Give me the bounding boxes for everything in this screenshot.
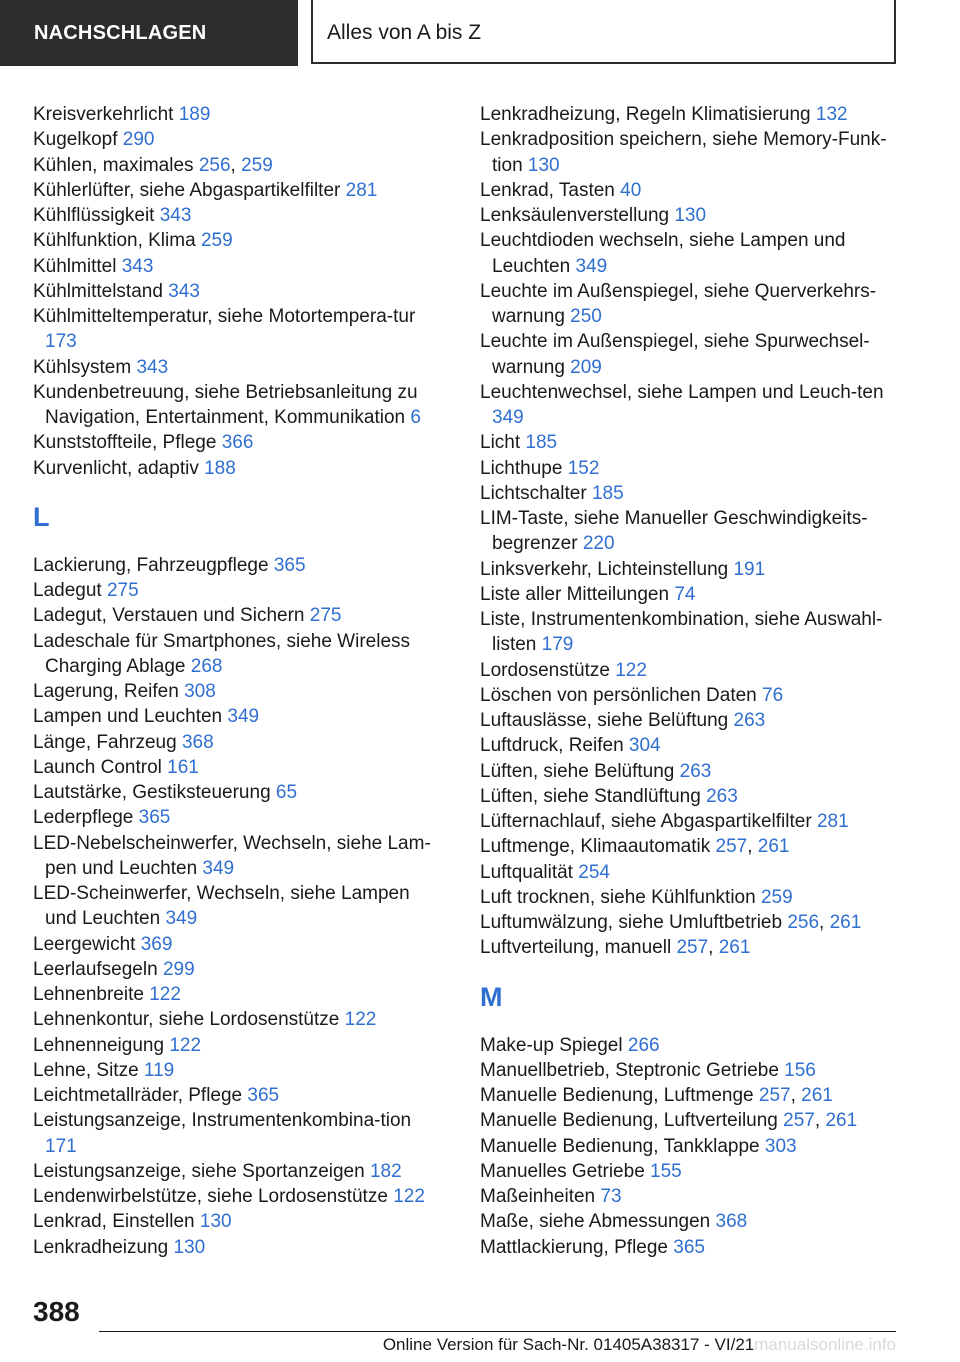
page-header — [0, 0, 960, 66]
page-reference-link[interactable]: 259 — [200, 230, 233, 252]
index-entry — [33, 603, 443, 628]
page-reference-link[interactable]: 263 — [679, 760, 712, 782]
index-entry-text: Kunststoffteile, Pflege — [33, 432, 217, 454]
index-entry-text: Make-up Spiegel — [480, 1034, 623, 1056]
index-entry — [480, 102, 900, 127]
index-entry-text: Leuchte im Außenspiegel, siehe Querverkehrs‐warnung — [480, 280, 877, 327]
index-entry-text: Lampen und Leuchten — [33, 706, 223, 728]
index-entry-text: Lendenwirbelstütze, siehe Lordosenstütze — [33, 1186, 388, 1207]
page-reference-link[interactable]: 303 — [764, 1135, 797, 1157]
index-entry-text: Kugelkopf — [33, 129, 118, 151]
page-reference-link[interactable]: 290 — [122, 129, 155, 151]
page-reference-link[interactable]: 268 — [190, 655, 223, 677]
index-entry-text: Leuchtdioden wechseln, siehe Lampen und Leuchten — [480, 230, 846, 277]
index-entry-text: Kühlerlüfter, siehe Abgaspartikelfilter — [33, 179, 341, 201]
page-reference-link[interactable]: 155 — [650, 1160, 682, 1182]
index-entry-text: LED-Nebelscheinwerfer, Wechseln, siehe Lam‐pen und Leuchten — [33, 832, 431, 879]
index-entry-text: Luftqualität — [480, 861, 573, 883]
page-reference-link[interactable]: 349 — [165, 908, 198, 930]
page-reference-link[interactable]: 368 — [181, 731, 214, 753]
page-reference-link[interactable]: 173 — [45, 331, 77, 353]
index-entry — [480, 683, 900, 708]
index-entry-text: Kurvenlicht, adaptiv — [33, 457, 199, 479]
page-reference-link[interactable]: 257 — [715, 836, 748, 858]
index-entry — [33, 831, 443, 882]
page-reference-link[interactable]: 365 — [247, 1085, 280, 1106]
page-reference-link[interactable]: 365 — [673, 1236, 705, 1258]
index-entry — [33, 1083, 443, 1108]
index-entry-text: Luftauslässe, siehe Belüftung — [480, 710, 729, 731]
index-letter-heading: L — [33, 501, 50, 532]
index-column-left — [33, 102, 443, 1260]
index-entry — [33, 1184, 443, 1209]
page-reference-link[interactable]: 161 — [167, 756, 199, 778]
index-entry — [33, 805, 443, 830]
index-entry — [480, 1134, 900, 1159]
page-reference-link[interactable]: 349 — [492, 407, 524, 428]
index-entry — [480, 481, 900, 506]
page-reference-link[interactable]: 122 — [615, 659, 647, 681]
page-reference-link[interactable]: 250 — [570, 306, 602, 327]
index-entry — [480, 1184, 900, 1209]
page-reference-link[interactable]: 343 — [159, 205, 192, 226]
index-entry-text: Ladegut — [33, 580, 102, 601]
page-reference-link[interactable]: 275 — [106, 580, 139, 601]
page-reference-link[interactable]: 171 — [45, 1135, 77, 1157]
index-entry — [480, 127, 900, 178]
index-entry — [480, 178, 900, 203]
index-entry-text: Lüfternachlauf, siehe Abgaspartikelfilter — [480, 811, 812, 832]
page-reference-link[interactable]: 299 — [162, 958, 195, 980]
index-entry-text: LED-Scheinwerfer, Wechseln, siehe Lampen und Leuchten — [33, 883, 410, 930]
chapter-title: Alles von A bis Z — [311, 0, 896, 64]
index-entry — [33, 1159, 443, 1184]
watermark-text: manualsonline.info — [754, 1335, 896, 1354]
page-reference-link[interactable]: 281 — [816, 811, 849, 832]
page-reference-link[interactable]: 275 — [309, 605, 342, 627]
index-entry — [33, 304, 443, 355]
index-entry — [33, 127, 443, 152]
index-entry — [33, 982, 443, 1007]
page-reference-link[interactable]: 254 — [578, 861, 610, 883]
page-reference-link[interactable]: 263 — [706, 785, 738, 807]
index-entry — [480, 1209, 900, 1234]
index-entry — [33, 355, 443, 380]
index-entry-text: Leistungsanzeige, siehe Sportanzeigen — [33, 1160, 365, 1182]
index-entry-text: Manuelle Bedienung, Luftverteilung — [480, 1110, 778, 1132]
index-entry-text: Lederpflege — [33, 807, 134, 829]
index-entry-text: Manuelles Getriebe — [480, 1160, 645, 1182]
index-entry-text: Kühlfunktion, Klima — [33, 230, 196, 252]
index-entry — [33, 780, 443, 805]
page-reference-link[interactable]: 119 — [143, 1059, 175, 1081]
page-reference-link[interactable]: 130 — [527, 154, 560, 176]
index-entry: Manuelle Bedienung, Luftmenge 257, 261 — [480, 1085, 833, 1106]
index-entry — [33, 203, 443, 228]
index-entry: Luftumwälzung, siehe Umluftbetrieb 256, 261 — [480, 912, 862, 933]
index-entry — [480, 1058, 900, 1083]
index-entry — [33, 1108, 443, 1159]
page-reference-link[interactable]: 259 — [760, 886, 793, 908]
index-entry-text: LIM-Taste, siehe Manueller Geschwindigkeits‐begrenzer — [480, 508, 868, 555]
index-entry — [480, 456, 900, 481]
page-reference-link[interactable]: 343 — [136, 356, 169, 378]
index-entry — [480, 430, 900, 455]
page-reference-link[interactable]: 130 — [199, 1211, 232, 1233]
index-entry-text: Maße, siehe Abmessungen — [480, 1211, 711, 1233]
page-reference-link[interactable]: 73 — [600, 1186, 622, 1207]
page-reference-link[interactable]: 257 — [758, 1085, 791, 1106]
page-reference-link[interactable]: 188 — [204, 457, 236, 479]
index-entry-text: Leergewicht — [33, 933, 136, 955]
index-entry — [33, 932, 443, 957]
index-entry — [33, 704, 443, 729]
page-reference-link[interactable]: 257 — [783, 1110, 815, 1132]
index-entry-text: Linksverkehr, Lichteinstellung — [480, 558, 729, 580]
index-entry — [33, 279, 443, 304]
index-entry — [480, 784, 900, 809]
page-reference-link[interactable]: 130 — [674, 205, 707, 226]
index-entry-text: Luftverteilung, manuell — [480, 937, 672, 959]
section-tab: NACHSCHLAGEN — [0, 0, 298, 66]
page-reference-link[interactable]: 343 — [121, 255, 154, 277]
page-reference-link[interactable]: 261 — [829, 912, 862, 933]
page-reference-link[interactable]: 261 — [825, 1110, 858, 1132]
index-entry-text: Ladegut, Verstauen und Sichern — [33, 605, 305, 627]
page-reference-link[interactable]: 209 — [570, 356, 602, 378]
online-version-text: Online Version für Sach-Nr. 01405A38317 - VI/21 — [382, 1335, 755, 1354]
index-column-right — [480, 102, 900, 1260]
index-entry — [480, 506, 900, 557]
page-reference-link[interactable]: 261 — [757, 836, 790, 858]
index-entry — [480, 1033, 900, 1058]
page-reference-link[interactable]: 366 — [221, 432, 254, 454]
index-entry — [33, 957, 443, 982]
index-entry — [33, 1209, 443, 1234]
index-entry-text: Ladeschale für Smartphones, siehe Wireless Charging Ablage — [33, 630, 411, 677]
index-entry — [33, 228, 443, 253]
page-reference-link[interactable]: 259 — [241, 154, 273, 176]
index-entry — [480, 279, 900, 330]
index-entry-text: Lenkradheizung, Regeln Klimatisierung — [480, 104, 811, 125]
index-entry — [33, 178, 443, 203]
index-entry-text: Maßeinheiten — [480, 1186, 596, 1207]
index-entry-text: Lichthupe — [480, 457, 563, 479]
page-reference-link[interactable]: 304 — [628, 735, 661, 757]
index-entry-text: Leerlaufsegeln — [33, 958, 158, 980]
index-entry-text: Manuelle Bedienung, Luftmenge — [480, 1085, 754, 1106]
index-entry — [33, 254, 443, 279]
page-reference-link[interactable]: 65 — [275, 782, 298, 803]
index-entry — [33, 380, 443, 431]
index-entry-text: Lenkrad, Einstellen — [33, 1211, 195, 1233]
index-entry — [33, 629, 443, 680]
page-reference-link[interactable]: 152 — [567, 457, 600, 479]
page-reference-link[interactable]: 365 — [273, 554, 306, 576]
index-entry — [480, 1159, 900, 1184]
index-entry — [33, 1007, 443, 1032]
page-reference-link[interactable]: 281 — [345, 179, 378, 201]
page-reference-link[interactable]: 156 — [784, 1059, 816, 1081]
page-reference-link[interactable]: 365 — [138, 807, 171, 829]
page-reference-link[interactable]: 122 — [169, 1034, 202, 1056]
page-reference-link[interactable]: 349 — [227, 706, 260, 728]
index-entry — [480, 228, 900, 279]
index-entry — [480, 582, 900, 607]
index-entry: Manuelle Bedienung, Luftverteilung 257, 261 — [480, 1110, 858, 1132]
page-reference-link[interactable]: 266 — [627, 1034, 660, 1056]
index-entry-text: Kreisverkehrlicht — [33, 104, 174, 125]
page-reference-link[interactable]: 130 — [173, 1236, 206, 1258]
index-entry-text: Kühlen, maximales — [33, 154, 194, 176]
index-entry-text: Lüften, siehe Belüftung — [480, 760, 675, 782]
index-entry-text: Luftmenge, Klimaautomatik — [480, 836, 711, 858]
index-entry-text: Kühlmitteltemperatur, siehe Motortempera‐tur — [33, 306, 416, 327]
footer-divider — [99, 1331, 896, 1332]
page-reference-link[interactable]: 263 — [733, 710, 766, 731]
index-entry-text: Lenkrad, Tasten — [480, 179, 615, 201]
index-entry-text: Liste, Instrumentenkombination, siehe Auswahl‐listen — [480, 609, 883, 656]
index-entry — [33, 1033, 443, 1058]
page-reference-link[interactable]: 261 — [801, 1085, 833, 1106]
index-entry — [33, 456, 443, 481]
index-entry-text: Manuelle Bedienung, Tankklappe — [480, 1135, 760, 1157]
index-entry — [480, 607, 900, 658]
index-entry-text: Luft trocknen, siehe Kühlfunktion — [480, 886, 756, 908]
page-reference-link[interactable]: 256 — [198, 154, 231, 176]
page-reference-link[interactable]: 122 — [344, 1009, 377, 1031]
index-entry-text: Kundenbetreuung, siehe Betriebsanleitung zu Navigation, Entertainment, Kommunikation — [33, 381, 418, 428]
index-entry-text: Luftdruck, Reifen — [480, 735, 624, 757]
index-entry — [33, 881, 443, 932]
page-reference-link[interactable]: 74 — [674, 583, 696, 605]
index-entry-text: Mattlackierung, Pflege — [480, 1236, 668, 1258]
footer-online-version — [383, 1333, 896, 1357]
page-reference-link[interactable]: 122 — [393, 1186, 425, 1207]
index-entry — [33, 578, 443, 603]
index-entry-text: Kühlflüssigkeit — [33, 205, 155, 226]
index-entry: Luftverteilung, manuell 257, 261 — [480, 937, 751, 959]
index-entry-text: Lordosenstütze — [480, 659, 610, 681]
index-entry — [33, 553, 443, 578]
index-entry — [33, 755, 443, 780]
page-reference-link[interactable]: 261 — [718, 937, 751, 959]
index-entry — [480, 759, 900, 784]
index-entry-text: Licht — [480, 432, 521, 454]
page-reference-link[interactable]: 132 — [815, 104, 848, 125]
page-reference-link[interactable]: 257 — [676, 937, 709, 959]
page-reference-link[interactable]: 220 — [582, 533, 615, 555]
index-entry — [480, 809, 900, 834]
index-entry-text: Leuchte im Außenspiegel, siehe Spurwechsel‐warnung — [480, 331, 870, 378]
index-entry — [33, 1058, 443, 1083]
page-reference-link[interactable]: 40 — [620, 179, 642, 201]
index-entry — [480, 1235, 900, 1260]
index-entry-text: Leichtmetallräder, Pflege — [33, 1085, 243, 1106]
index-entry — [33, 102, 443, 127]
index-entry-text: Luftumwälzung, siehe Umluftbetrieb — [480, 912, 783, 933]
page-reference-link[interactable]: 182 — [369, 1160, 402, 1182]
index-entry — [33, 679, 443, 704]
page-reference-link[interactable]: 191 — [733, 558, 766, 580]
index-entry-text: Lackierung, Fahrzeugpflege — [33, 554, 269, 576]
index-entry-text: Lehnenneigung — [33, 1034, 165, 1056]
page-reference-link[interactable]: 6 — [410, 407, 421, 428]
index-entry-text: Lagerung, Reifen — [33, 681, 179, 702]
index-entry-text: Lehnenbreite — [33, 984, 144, 1005]
index-entry — [480, 329, 900, 380]
page-reference-link[interactable]: 369 — [140, 933, 173, 955]
index-entry-text: Manuellbetrieb, Steptronic Getriebe — [480, 1059, 779, 1081]
page-reference-link[interactable]: 185 — [525, 432, 558, 454]
index-entry-text: Liste aller Mitteilungen — [480, 583, 670, 605]
index-entry-text: Lenksäulenverstellung — [480, 205, 670, 226]
index-entry-text: Kühlmittel — [33, 255, 117, 277]
index-entry-text: Länge, Fahrzeug — [33, 731, 177, 753]
index-entry-text: Löschen von persönlichen Daten — [480, 684, 757, 706]
index-entry — [480, 733, 900, 758]
page-reference-link[interactable]: 368 — [715, 1211, 748, 1233]
index-entry — [480, 885, 900, 910]
index-entry-text: Lüften, siehe Standlüftung — [480, 785, 701, 807]
index-entry — [480, 203, 900, 228]
index-entry: Kühlen, maximales 256, 259 — [33, 154, 273, 176]
index-entry-text: Leistungsanzeige, Instrumentenkombina‐tion — [33, 1110, 412, 1132]
index-entry-text: Lehnenkontur, siehe Lordosenstütze — [33, 1009, 340, 1031]
page-reference-link[interactable]: 76 — [762, 684, 784, 706]
page-reference-link[interactable]: 343 — [168, 280, 200, 302]
page-reference-link[interactable]: 349 — [575, 255, 608, 277]
index-entry-text: Kühlmittelstand — [33, 280, 163, 302]
index-entry — [480, 557, 900, 582]
index-entry — [33, 430, 443, 455]
index-entry-text: Lehne, Sitze — [33, 1059, 139, 1081]
index-letter-heading: M — [480, 981, 503, 1012]
index-entry-text: Lautstärke, Gestiksteuerung — [33, 782, 271, 803]
index-entry-text: Launch Control — [33, 756, 162, 778]
index-entry-text: Kühlsystem — [33, 356, 132, 378]
page-reference-link[interactable]: 349 — [202, 857, 235, 879]
index-entry-text: Lenkradheizung — [33, 1236, 169, 1258]
index-entry — [33, 730, 443, 755]
index-entry — [480, 658, 900, 683]
page-reference-link[interactable]: 122 — [149, 984, 181, 1005]
index-entry — [480, 380, 900, 431]
index-entry-text: Lichtschalter — [480, 482, 587, 504]
index-entry — [33, 1235, 443, 1260]
page-reference-link[interactable]: 189 — [178, 104, 211, 125]
index-entry — [480, 708, 900, 733]
page-number: 388 — [33, 1296, 80, 1327]
page-reference-link[interactable]: 256 — [787, 912, 820, 933]
index-entry-text: Leuchtenwechsel, siehe Lampen und Leuch‐ten — [480, 381, 884, 403]
page-reference-link[interactable]: 185 — [591, 482, 624, 504]
page-reference-link[interactable]: 308 — [184, 681, 216, 702]
page-reference-link[interactable]: 179 — [541, 634, 574, 656]
index-entry-text: Lenkradposition speichern, siehe Memory-Funk‐tion — [480, 129, 887, 176]
index-entry — [480, 860, 900, 885]
index-entry: Luftmenge, Klimaautomatik 257, 261 — [480, 836, 790, 858]
